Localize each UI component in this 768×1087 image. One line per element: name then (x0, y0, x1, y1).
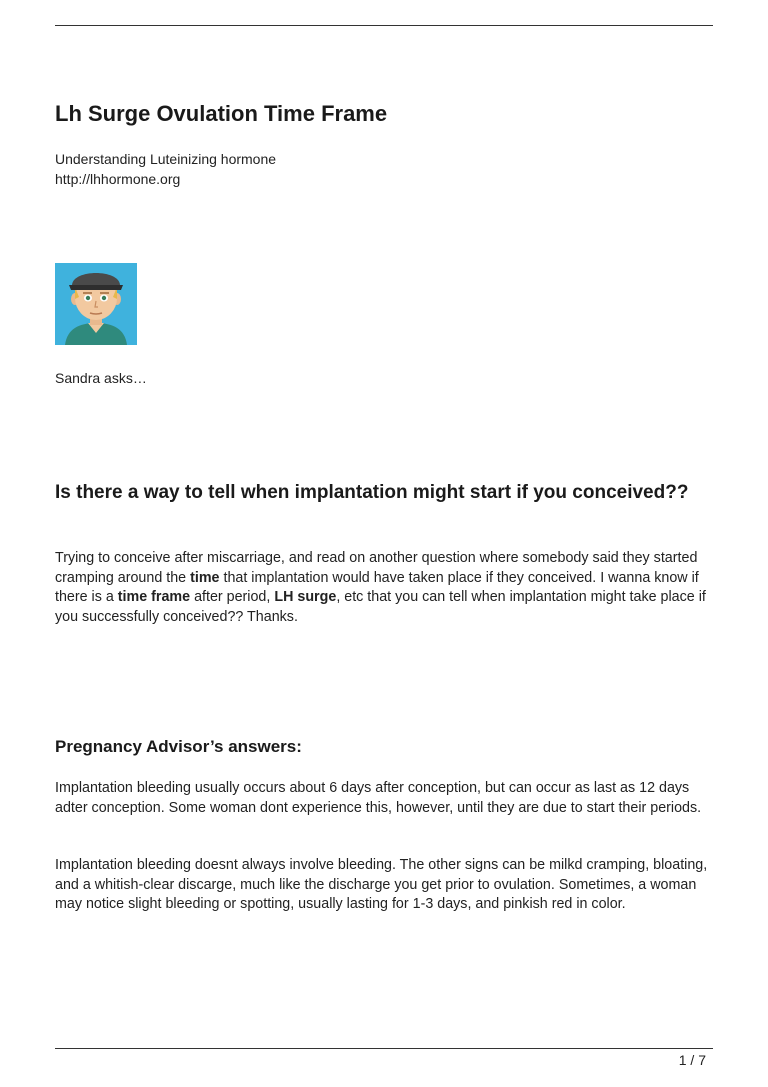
question-body-text: Trying to conceive after miscarriage, and read on another question where somebody said they started cramping around the (55, 550, 698, 586)
subtitle-url: http://lhhormone.org (55, 171, 181, 187)
cartoon-person-avatar-icon (55, 263, 137, 345)
answer-paragraph-1: Implantation bleeding usually occurs about 6 days after conception, but can occur as last as 12 days adter conception. Some woman dont experience this, however, until they are due to start their periods. (55, 780, 702, 816)
question-body-text: after period, (190, 589, 275, 605)
document-title: Lh Surge Ovulation Time Frame (55, 101, 388, 126)
footer-rule (55, 1048, 713, 1049)
page-number: 1 / 7 (678, 1052, 706, 1068)
question-body (55, 549, 715, 627)
subtitle-description: Understanding Luteinizing hormone (55, 151, 277, 167)
avatar (55, 263, 137, 345)
keyword-time-frame: time frame (117, 589, 191, 605)
answer-heading: Pregnancy Advisor’s answers: (55, 737, 302, 756)
question-heading: Is there a way to tell when implantation might start if you conceived?? (55, 482, 689, 503)
question-body-text: , etc that you can tell when implantation might take place if you successfully conceived?? Thanks. (55, 589, 706, 625)
header-rule (55, 25, 713, 26)
document-subtitle (55, 149, 715, 189)
keyword-lh-surge: LH surge (274, 589, 337, 605)
keyword-time: time (190, 569, 220, 586)
question-body-text: that implantation would have taken place if they conceived. I wanna know if there is a (55, 569, 699, 605)
asker-line: Sandra asks… (55, 370, 147, 386)
answer-paragraph-2: Implantation bleeding doesnt always involve bleeding. The other signs can be milkd cramping, bloating, and a whitish-clear discarge, much like the discharge you get prior to ovulation. Sometimes, a woman may notice slight bleeding or spotting, usually lasting for 1-3 days, and pinkish red in color. (55, 857, 708, 912)
